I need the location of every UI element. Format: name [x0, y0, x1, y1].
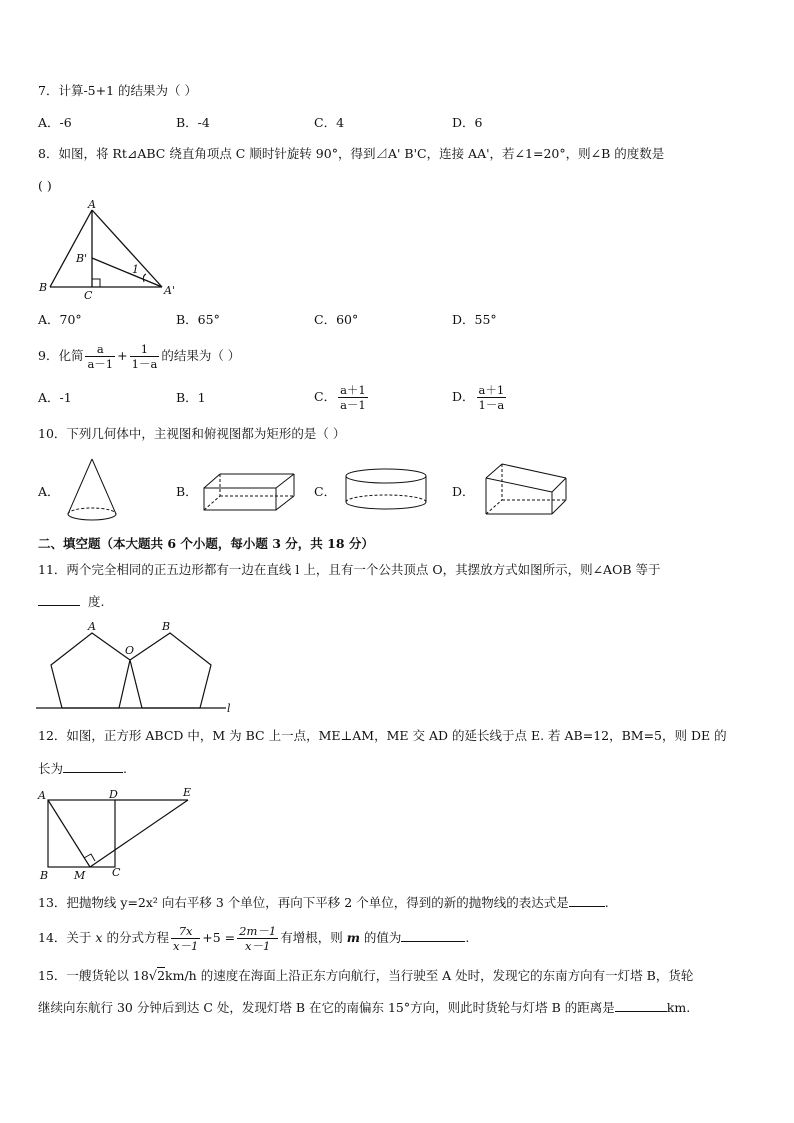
q12-label-d: D	[109, 788, 118, 801]
q12-label-m: M	[74, 869, 86, 882]
q11-tail: 度.	[87, 594, 105, 609]
q10-option-d-label: D．	[452, 484, 475, 499]
q11-label-b: B	[162, 620, 171, 633]
q8-option-a: A．70°	[38, 312, 82, 327]
q7-option-d: D．6	[452, 115, 483, 130]
q14-fraction-1	[171, 924, 200, 953]
q14-f1-den: x－1	[172, 939, 199, 953]
q14-var-x: x	[95, 930, 103, 945]
q10-cylinder-figure	[342, 466, 434, 516]
q8-answer-paren: ( )	[38, 178, 52, 193]
q9-option-c	[314, 380, 370, 414]
q11-answer-blank[interactable]	[38, 593, 80, 606]
q14-fraction-2	[237, 924, 278, 953]
q12-label-c: C	[112, 866, 121, 879]
q8-option-d: D．55°	[452, 312, 497, 327]
q9-frac2-num: 1	[140, 342, 149, 356]
q9-option-c-fraction	[338, 383, 368, 412]
q8-label-a: A	[88, 198, 96, 211]
q7-option-b: B．-4	[176, 115, 210, 130]
q12-line2: 长为	[38, 761, 64, 776]
q13-stem-line	[38, 894, 609, 911]
q15-answer-blank[interactable]	[615, 999, 667, 1012]
q15-line1	[38, 968, 693, 985]
q13-stem: 13．把抛物线 y=2x² 向右平移 3 个单位，再向下平移 2 个单位，得到的新的抛物线的表达式是	[38, 895, 569, 910]
q9-suffix: 的结果为（ ）	[161, 348, 241, 363]
q9-optc-num: a＋1	[340, 383, 366, 397]
q10-cone-figure	[64, 456, 124, 526]
q12-answer-blank[interactable]	[63, 760, 123, 773]
q15-sqrt-value: 2	[157, 968, 166, 983]
q9-option-d-fraction	[477, 383, 507, 412]
q9-option-a: A．-1	[38, 390, 72, 405]
q12-line2-end: .	[123, 761, 127, 776]
q15-line2-text: 继续向东航行 30 分钟后到达 C 处，发现灯塔 B 在它的南偏东 15°方向，则此时货轮与灯塔 B 的距离是	[38, 1000, 615, 1015]
q7-option-c: C．4	[314, 115, 345, 130]
q9-frac1-den: a－1	[87, 357, 114, 371]
q9-plus: +	[117, 348, 128, 363]
q8-label-c: C	[84, 289, 93, 302]
q15-line1-b: km/h 的速度在海面上沿正东方向航行，当行驶至 A 处时，发现它的东南方向有一灯塔 B，货轮	[165, 968, 694, 983]
q9-prefix: 9．化简	[38, 348, 84, 363]
q14-stem-line	[38, 920, 469, 956]
q14-mid1: 的分式方程	[106, 930, 169, 945]
q8-option-c: C．60°	[314, 312, 359, 327]
q13-answer-blank[interactable]	[569, 894, 605, 907]
q9-option-d-label: D．	[452, 389, 475, 404]
q8-label-a-prime: A'	[164, 284, 175, 297]
q15-line1-a: 15．一艘货轮以 18	[38, 968, 149, 983]
q8-label-b: B	[39, 281, 48, 294]
q9-optd-num: a＋1	[478, 383, 505, 397]
q11-stem: 11．两个完全相同的正五边形都有一边在直线 l 上，且有一个公共顶点 O，其摆放方式如图所示，则∠AOB 等于	[38, 562, 661, 577]
q9-fraction-1	[85, 342, 115, 371]
q9-stem	[38, 340, 240, 372]
q15-sqrt-sign: √	[148, 969, 158, 984]
q12-label-b: B	[40, 869, 49, 882]
q10-stem: 10．下列几何体中，主视图和俯视图都为矩形的是（ ）	[38, 426, 346, 441]
q7-option-a: A．-6	[38, 115, 72, 130]
q8-option-b: B．65°	[176, 312, 220, 327]
q9-optd-den: 1－a	[478, 398, 505, 412]
q12-label-a: A	[38, 789, 46, 802]
q11-label-a: A	[88, 620, 96, 633]
q14-end: .	[465, 930, 470, 945]
q8-label-angle-1: 1	[132, 263, 139, 276]
q14-f2-num: 2m－1	[239, 924, 277, 938]
q9-option-c-label: C．	[314, 389, 337, 404]
q7-stem: 7．计算-5+1 的结果为（ ）	[38, 83, 198, 98]
q11-pentagons-figure	[36, 618, 236, 718]
q15-line2-end: km.	[666, 1000, 691, 1015]
q14-prefix: 14．关于	[38, 930, 92, 945]
q9-fraction-2	[130, 342, 160, 371]
q11-answer-line	[38, 593, 104, 610]
q12-label-e: E	[183, 786, 192, 799]
q14-f2-den: x－1	[237, 938, 278, 953]
q14-f1-num: 7x	[178, 924, 193, 938]
q14-answer-blank[interactable]	[401, 929, 465, 942]
q8-triangle-figure	[36, 200, 186, 300]
q9-optc-den: a－1	[340, 398, 366, 412]
q11-label-l: l	[227, 702, 231, 715]
q10-prism-figure	[482, 460, 572, 520]
q9-frac1-num: a	[96, 342, 104, 356]
q10-cuboid-figure	[200, 470, 300, 514]
section-2-title: 二、填空题（本大题共 6 个小题，每小题 3 分，共 18 分）	[38, 536, 374, 551]
q14-mid3: 的值为	[363, 930, 402, 945]
q10-option-b-label: B．	[176, 484, 198, 499]
q14-mid2: 有增根，则	[280, 930, 343, 945]
q9-option-b: B．1	[176, 390, 206, 405]
q8-label-b-prime: B'	[76, 252, 88, 265]
q15-line2	[38, 999, 690, 1016]
q14-var-m: m	[346, 930, 360, 945]
q12-stem: 12．如图，正方形 ABCD 中，M 为 BC 上一点，ME⊥AM，ME 交 AD 的延长线于点 E. 若 AB=12，BM=5，则 DE 的	[38, 728, 727, 743]
q14-plus5: +5 =	[202, 930, 236, 945]
q9-option-d	[452, 380, 508, 414]
q10-option-c-label: C．	[314, 484, 337, 499]
q12-answer-line	[38, 760, 127, 777]
q13-end: .	[604, 895, 609, 910]
q8-stem: 8．如图，将 Rt⊿ABC 绕直角项点 C 顺时针旋转 90°，得到⊿A' B'C，连接 AA'，若∠1=20°，则∠B 的度数是	[38, 146, 665, 161]
q10-option-a-label: A．	[38, 484, 60, 499]
q11-label-o: O	[125, 644, 135, 657]
q9-frac2-den: 1－a	[131, 357, 158, 371]
q12-square-figure	[36, 784, 206, 884]
